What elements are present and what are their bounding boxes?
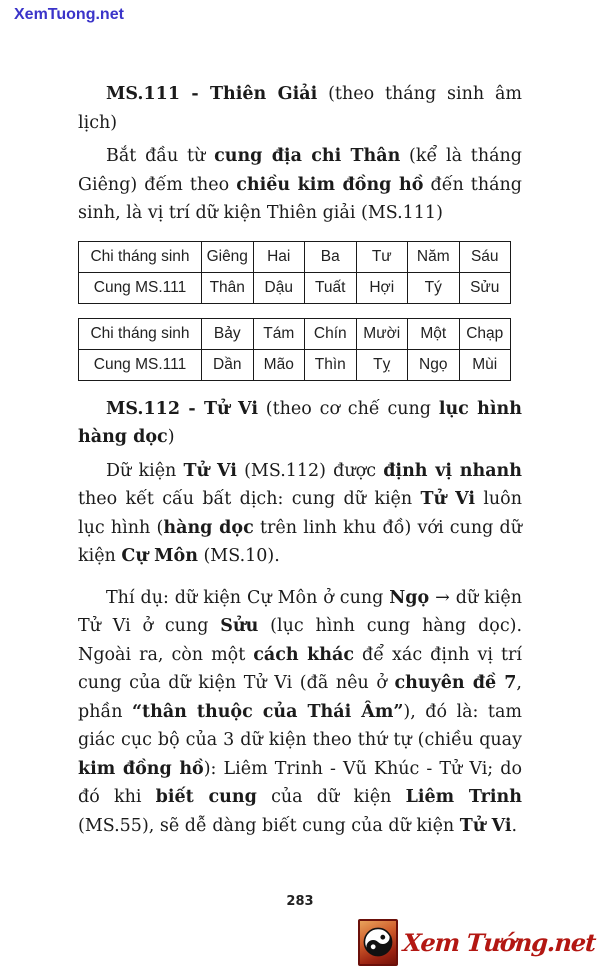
- value-cell: Tư: [356, 241, 408, 272]
- month-table-1-body: [79, 241, 511, 303]
- row-header-cell: Chi tháng sinh: [79, 241, 202, 272]
- text-segment: cung địa chi Thân: [214, 146, 401, 166]
- text-segment: Sửu: [220, 616, 259, 636]
- text-segment: (lục hình cung hàng dọc). Ngoài ra, còn một: [78, 616, 523, 665]
- value-cell: Tuất: [305, 272, 357, 303]
- text-segment: MS.112 - Tử Vi: [106, 398, 258, 419]
- site-header-link[interactable]: XemTuong.net: [14, 6, 124, 23]
- text-segment: Ngọ: [389, 587, 430, 608]
- value-cell: Thân: [202, 272, 254, 303]
- table-row: [79, 241, 511, 272]
- text-segment: (theo tháng sinh âm lịch): [78, 84, 522, 133]
- table-row: [79, 349, 511, 380]
- section-heading-ms111: [78, 80, 522, 137]
- text-segment: .: [511, 815, 518, 836]
- text-segment: Tử Vi: [420, 489, 475, 509]
- month-table-1: [78, 241, 511, 304]
- text-segment: biết cung: [155, 787, 257, 807]
- paragraph-ms112-definition: [78, 457, 522, 571]
- value-cell: Mười: [356, 318, 408, 349]
- value-cell: Chín: [305, 318, 357, 349]
- value-cell: Giêng: [202, 241, 254, 272]
- text-segment: → dữ kiện Tử Vi ở cung: [78, 587, 522, 636]
- text-segment: Bắt đầu từ: [106, 146, 215, 166]
- text-segment: để xác định vị trí cung của dữ kiện Tử Vi (đã nêu ở: [78, 644, 522, 693]
- text-segment: chiều kim đồng hồ: [236, 174, 424, 195]
- page-number: 283: [286, 894, 314, 909]
- logo-text: Xem Tướng.net: [401, 927, 597, 957]
- yin-yang-icon: [358, 919, 398, 966]
- value-cell: Sửu: [459, 272, 511, 303]
- text-segment: chuyên đề 7: [394, 673, 517, 693]
- text-segment: cách khác: [253, 644, 355, 665]
- text-segment: luôn lục hình (: [78, 489, 522, 538]
- text-segment: hàng dọc: [163, 517, 254, 538]
- text-segment: định vị nhanh: [383, 460, 522, 481]
- month-table-2: [78, 318, 511, 381]
- value-cell: Tý: [408, 272, 460, 303]
- text-segment: trên linh khu đồ) với cung dữ kiện: [78, 517, 523, 566]
- document-content: [78, 80, 522, 853]
- text-segment: ), đó là: tam giác cục bộ của 3 dữ kiện theo thứ tự (chiều quay: [78, 701, 522, 750]
- value-cell: Hợi: [356, 272, 408, 303]
- text-segment: kim đồng hồ: [78, 758, 204, 779]
- text-segment: đến tháng sinh, là vị trí dữ kiện Thiên giải (MS.111): [78, 174, 523, 223]
- text-segment: (MS.55), sẽ dễ dàng biết cung của dữ kiện: [78, 815, 460, 836]
- text-segment: MS.111 - Thiên Giải: [106, 84, 318, 104]
- text-segment: theo kết cấu bất dịch: cung dữ kiện: [78, 489, 421, 509]
- value-cell: Hai: [253, 241, 305, 272]
- text-segment: Liêm Trinh: [405, 787, 522, 807]
- text-segment: , phần: [78, 673, 522, 722]
- value-cell: Chạp: [459, 318, 511, 349]
- row-header-cell: Chi tháng sinh: [79, 318, 202, 349]
- table-row: [79, 318, 511, 349]
- value-cell: Sáu: [459, 241, 511, 272]
- text-segment: của dữ kiện: [256, 787, 406, 807]
- value-cell: Tám: [253, 318, 305, 349]
- table-row: [79, 272, 511, 303]
- text-segment: ): Liêm Trinh - Vũ Khúc - Tử Vi; do đó khi: [78, 758, 522, 807]
- row-header-cell: Cung MS.111: [79, 349, 202, 380]
- text-segment: Tử Vi: [183, 460, 237, 481]
- value-cell: Dậu: [253, 272, 305, 303]
- value-cell: Ba: [305, 241, 357, 272]
- text-segment: (theo cơ chế cung: [257, 398, 439, 419]
- text-segment: “thân thuộc của Thái Âm”: [131, 701, 404, 722]
- value-cell: Một: [408, 318, 460, 349]
- value-cell: Ngọ: [408, 349, 460, 380]
- text-segment: Thí dụ: dữ kiện Cự Môn ở cung: [106, 587, 390, 608]
- section-heading-ms112: [78, 395, 522, 452]
- value-cell: Bảy: [202, 318, 254, 349]
- value-cell: Thìn: [305, 349, 357, 380]
- paragraph-ms111-intro: [78, 142, 522, 228]
- text-segment: (kể là tháng Giêng) đếm theo: [78, 146, 522, 195]
- xemtuong-logo[interactable]: [358, 916, 595, 968]
- text-segment: Tử Vi: [459, 815, 512, 836]
- value-cell: Tỵ: [356, 349, 408, 380]
- value-cell: Năm: [408, 241, 460, 272]
- text-segment: Dữ kiện: [106, 460, 184, 481]
- text-segment: lục hình hàng dọc: [78, 398, 523, 447]
- text-segment: (MS.112) được: [236, 460, 384, 481]
- value-cell: Mão: [253, 349, 305, 380]
- month-table-2-body: [79, 318, 511, 380]
- text-segment: (MS.10).: [197, 546, 280, 566]
- value-cell: Dần: [202, 349, 254, 380]
- text-segment: Cự Môn: [121, 546, 198, 566]
- value-cell: Mùi: [459, 349, 511, 380]
- text-segment: ): [167, 427, 175, 447]
- row-header-cell: Cung MS.111: [79, 272, 202, 303]
- paragraph-ms112-example: [78, 584, 522, 841]
